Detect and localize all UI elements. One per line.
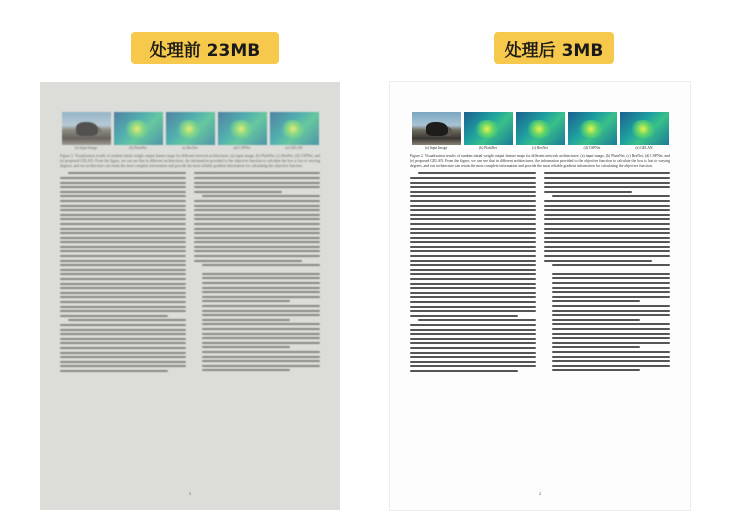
page-number: 1: [189, 491, 191, 496]
input-image-thumb: [412, 112, 461, 145]
before-label: 处理前 23MB: [131, 32, 279, 64]
page-number: 2: [539, 491, 541, 496]
document-after: [390, 82, 690, 510]
column-left: [60, 172, 186, 374]
fig-caption-d: (d) CSPNet: [583, 146, 601, 150]
after-label: 处理后 3MB: [494, 32, 614, 64]
column-right: [194, 172, 320, 374]
fig-caption-c: (c) ResNet: [532, 146, 548, 150]
fig-caption-b: (b) PlainNet: [479, 146, 497, 150]
column-right: [544, 172, 670, 374]
column-left: [410, 172, 536, 374]
plainnet-thumb: [464, 112, 513, 145]
resnet-thumb: [166, 112, 215, 145]
fig-caption-a: (a) Input Image: [424, 146, 448, 150]
cspnet-thumb: [568, 112, 617, 145]
gelan-thumb: [270, 112, 319, 145]
fig-caption-d: (d) CSPNet: [233, 146, 251, 150]
fig-caption-e: (e) GELAN: [285, 146, 303, 150]
body-text: [60, 172, 320, 374]
input-image-thumb: [62, 112, 111, 145]
fig-caption-b: (b) PlainNet: [129, 146, 147, 150]
fig-caption-c: (c) ResNet: [182, 146, 198, 150]
figure-row: [410, 112, 670, 151]
gelan-thumb: [620, 112, 669, 145]
figure-caption: Figure 2. Visualization results of random initial weight output feature maps for different network architectures: (a) input image, (b) PlainNet, (c) ResNet, (d) CSPNet, and (e) proposed GELAN. From the figure, we can see that in different architectures, the information provided to the objective function to calculate the loss is lost to varying degrees, and our architecture can retain the most complete information and provide the most reliable gradient information for calculating the objective function.: [410, 154, 670, 168]
resnet-thumb: [516, 112, 565, 145]
cspnet-thumb: [218, 112, 267, 145]
fig-caption-a: (a) Input Image: [74, 146, 98, 150]
fig-caption-e: (e) GELAN: [635, 146, 653, 150]
plainnet-thumb: [114, 112, 163, 145]
document-before: [40, 82, 340, 510]
figure-caption: Figure 2. Visualization results of random initial weight output feature maps for different network architectures: (a) input image, (b) PlainNet, (c) ResNet, (d) CSPNet, and (e) proposed GELAN. From the figure, we can see that in different architectures, the information provided to the objective function to calculate the loss is lost to varying degrees, and our architecture can retain the most complete information and provide the most reliable gradient information for calculating the objective function.: [60, 154, 320, 168]
body-text: [410, 172, 670, 374]
figure-row: [60, 112, 320, 151]
